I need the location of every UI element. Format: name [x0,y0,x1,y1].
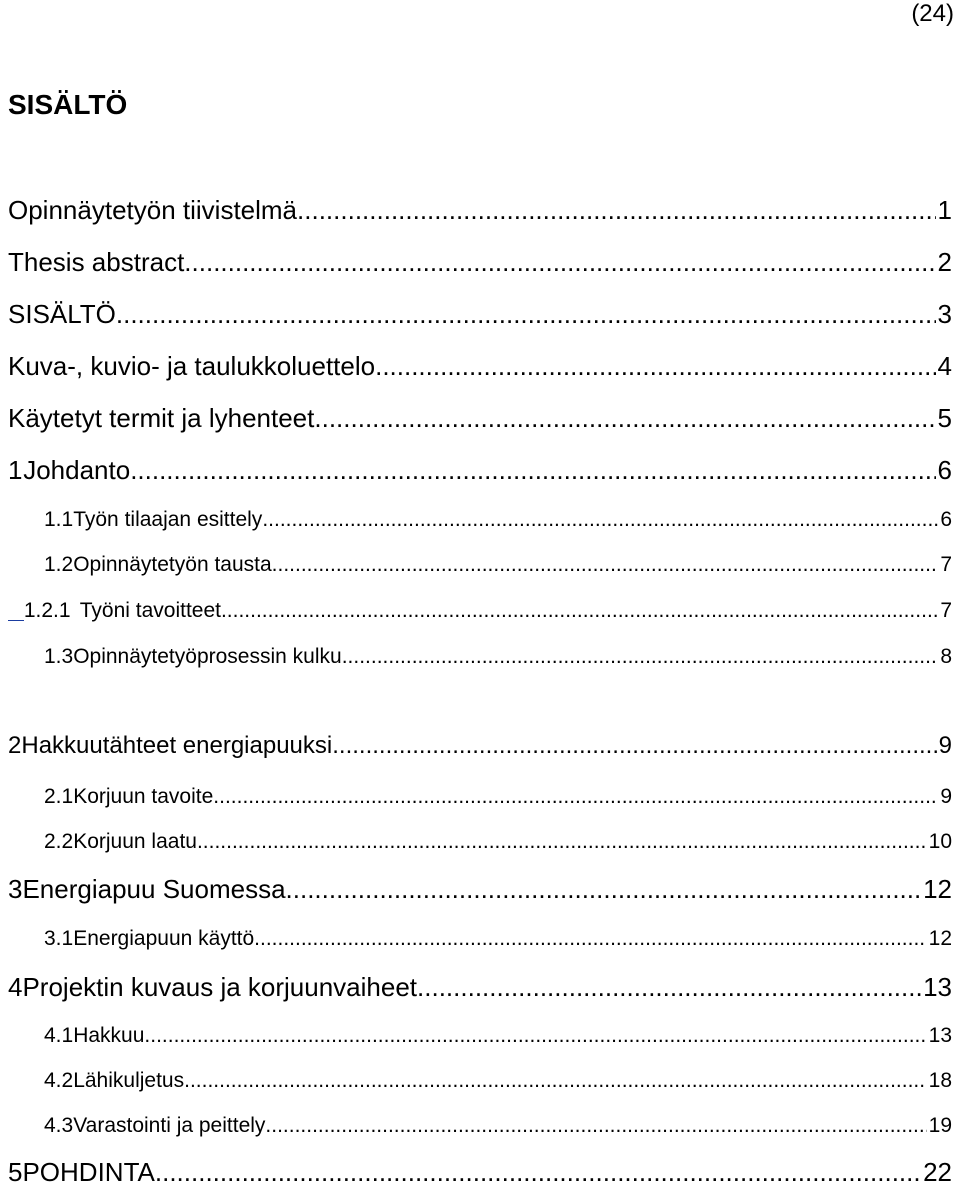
toc-leader-dots [417,972,921,1003]
toc-entry-number: 2 [8,732,22,759]
toc-entry-number: 4 [8,972,23,1002]
toc-entry-page: 2 [937,247,952,277]
toc-leader-dots [332,732,936,760]
toc-entry-number: 4.1 [44,1024,74,1047]
toc-leader-dots [221,599,938,623]
toc-leader-dots [314,403,935,434]
toc-entry[interactable] [8,247,952,278]
toc-entry-page: 13 [923,972,952,1002]
toc-entry-page: 7 [940,553,952,576]
toc-entry-number: 1.3 [44,645,74,668]
toc-entry-page: 18 [928,1069,952,1092]
toc-entry-title: Korjuun tavoite [73,785,214,808]
toc-leader-dots [213,785,938,809]
toc-entry-number: 3.1 [44,927,74,950]
toc-entry-number: 1.2 [44,553,74,576]
toc-entry-title: POHDINTA [22,1157,155,1187]
toc-entry[interactable] [8,1069,952,1093]
toc-entry-title: Hakkuutähteet energiapuuksi [21,732,333,759]
toc-entry[interactable] [8,508,952,532]
toc-entry-page: 6 [940,508,952,531]
toc-entry-page: 9 [940,785,952,808]
toc-leader-dots [155,1157,921,1188]
toc-leader-dots [184,247,935,278]
toc-entry-page: 5 [937,403,952,433]
hyperlink-underline [8,619,24,621]
toc-entry-number: 1 [8,455,23,485]
toc-entry[interactable] [8,732,952,760]
toc-entry-title: Thesis abstract [8,247,185,277]
toc-entry[interactable] [8,195,952,226]
toc-leader-dots [184,1069,927,1093]
toc-entry[interactable] [8,299,952,330]
toc-entry-title: Energiapuu Suomessa [22,874,286,904]
toc-entry-page: 19 [928,1114,952,1137]
toc-entry[interactable] [8,1157,952,1188]
toc-entry-page: 4 [937,351,952,381]
toc-leader-dots [286,874,922,905]
toc-entry[interactable] [8,403,952,434]
toc-entry-page: 22 [923,1157,952,1187]
toc-entry-number: 2.1 [44,785,74,808]
toc-entry-page: 12 [923,874,952,904]
toc-entry[interactable] [8,1024,952,1048]
toc-entry-number: 4.3 [44,1114,74,1137]
toc-entry-title: Opinnäytetyön tiivistelmä [8,195,298,225]
toc-entry[interactable] [8,972,952,1003]
toc-entry-number: 3 [8,874,23,904]
toc-leader-dots [197,830,927,854]
toc-entry[interactable] [8,455,952,486]
toc-entry-number: 2.2 [44,830,74,853]
toc-entry-title: Kuva-, kuvio- ja taulukkoluettelo [8,351,376,381]
toc-entry-title: Työni tavoitteet [79,599,221,622]
toc-entry[interactable] [8,830,952,854]
toc-entry-title: Hakkuu [73,1024,145,1047]
toc-entry[interactable] [8,874,952,905]
toc-entry-page: 12 [928,927,952,950]
toc-leader-dots [254,927,926,951]
toc-entry-page: 3 [937,299,952,329]
toc-entry-number: 1.2.1 [23,599,71,622]
toc-entry-page: 9 [938,732,952,759]
toc-entry[interactable] [8,599,952,623]
toc-entry-title: Johdanto [23,455,131,485]
toc-entry-title: Työn tilaajan esittely [73,508,263,531]
toc-entry-title: Projektin kuvaus ja korjuunvaiheet [22,972,418,1002]
toc-entry-page: 13 [928,1024,952,1047]
toc-entry-title: Opinnäytetyöprosessin kulku [73,645,342,668]
toc-entry-number: 5 [8,1157,23,1187]
toc-entry[interactable] [8,351,952,382]
toc-entry[interactable] [8,553,952,577]
toc-entry-title: Korjuun laatu [73,830,197,853]
toc-leader-dots [130,455,935,486]
toc-leader-dots [265,1114,926,1138]
toc-entry-title: Lähikuljetus [73,1069,185,1092]
toc-leader-dots [262,508,938,532]
toc-entry-title: Käytetyt termit ja lyhenteet [8,403,315,433]
toc-leader-dots [375,351,935,382]
toc-entry-page: 6 [937,455,952,485]
toc-entry[interactable] [8,645,952,669]
toc-entry-page: 7 [940,599,952,622]
toc-leader-dots [342,645,939,669]
toc-entry[interactable] [8,1114,952,1138]
toc-entry[interactable] [8,785,952,809]
toc-entry-number: 4.2 [44,1069,74,1092]
toc-entry-title: Varastointi ja peittely [73,1114,266,1137]
toc-leader-dots [144,1024,926,1048]
toc-entry[interactable] [8,927,952,951]
toc-entry-number: 1.1 [44,508,74,531]
toc-leader-dots [116,299,936,330]
toc-leader-dots [297,195,936,226]
toc-entry-page: 10 [928,830,952,853]
toc-entry-title: SISÄLTÖ [8,299,116,329]
page-number: (24) [911,0,954,27]
page-title: SISÄLTÖ [8,89,128,120]
toc-entry-title: Opinnäytetyön tausta [73,553,272,576]
toc-entry-page: 1 [937,195,952,225]
toc-leader-dots [272,553,939,577]
toc-entry-title: Energiapuun käyttö [73,927,255,950]
toc-entry-page: 8 [940,645,952,668]
